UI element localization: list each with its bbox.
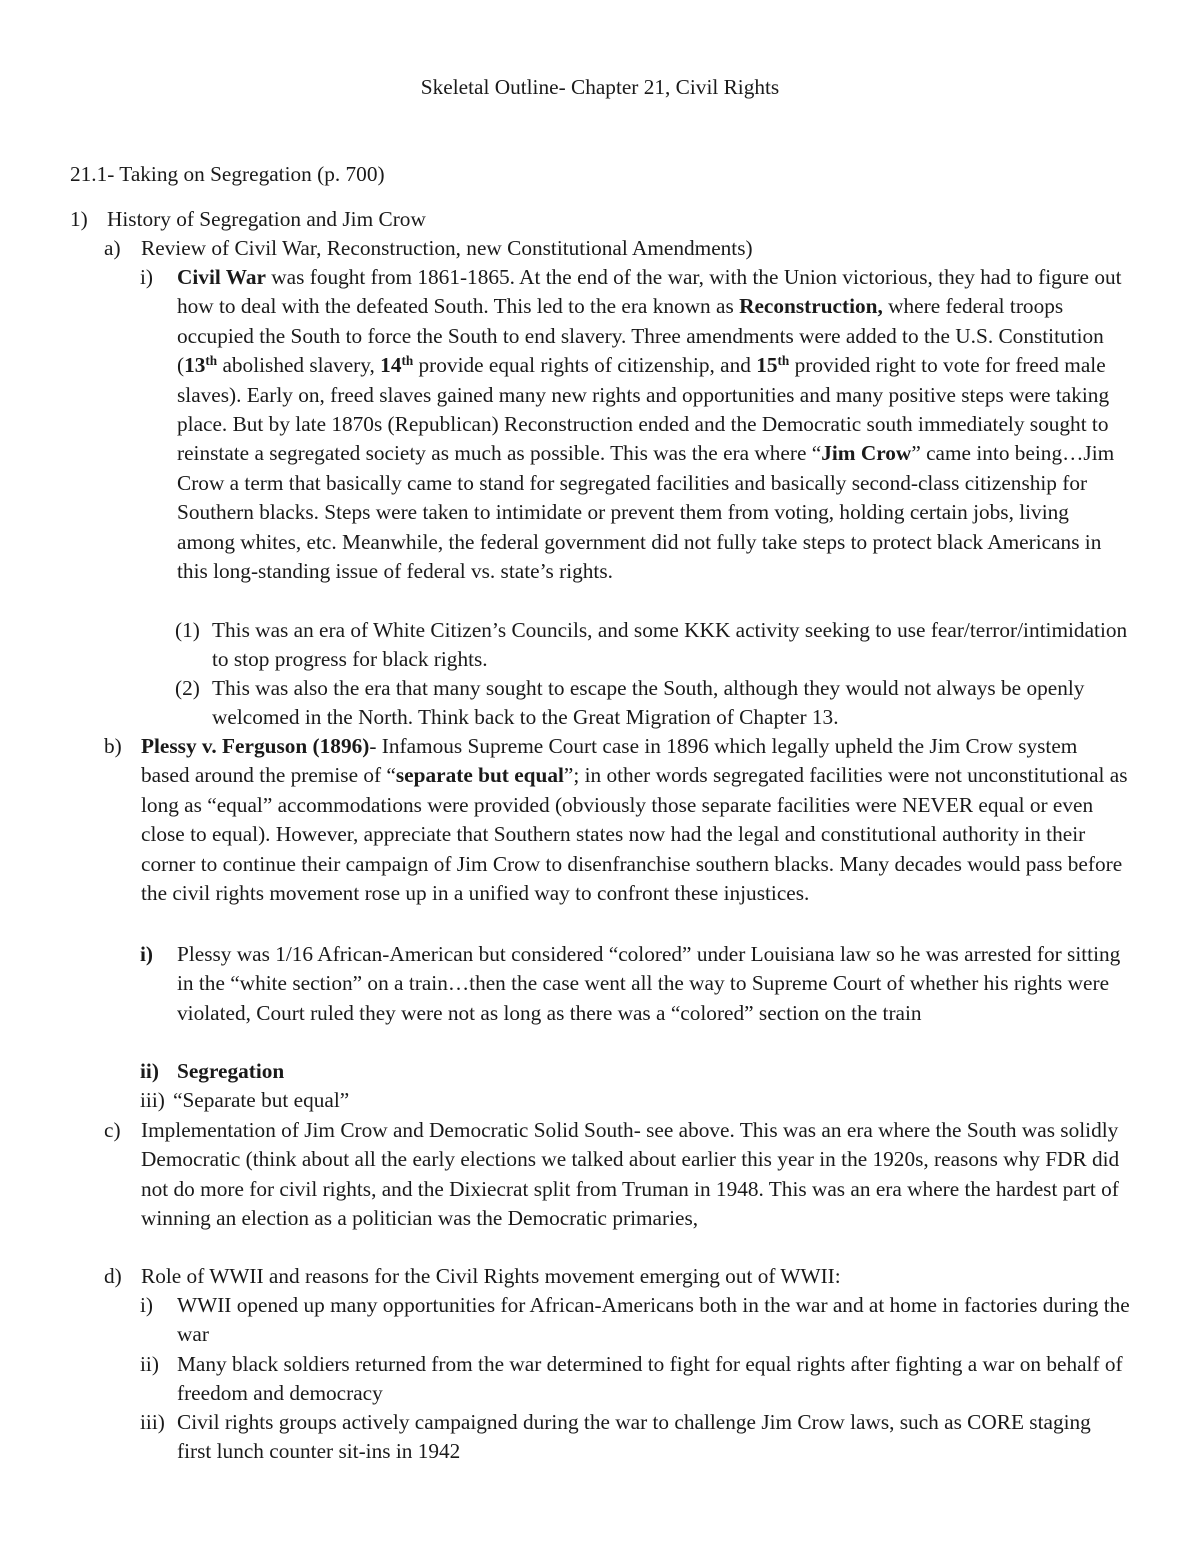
outline-text: [177, 263, 1130, 586]
outline-item-a-i: [140, 263, 1130, 586]
outline-item-d-ii: [140, 1350, 1130, 1409]
outline-text: Implementation of Jim Crow and Democratic Solid South- see above. This was an era where the South was solidly Democratic (think about all the early elections we talked about earlier this year in the 1920s, reasons why FDR did not do more for civil rights, and the Dixiecrat split from Truman in 1948. This was an era where the hardest part of winning an election as a politician was the Democratic primaries,: [141, 1118, 1120, 1231]
outline-item-a-i-2: [175, 674, 1135, 733]
amendment-14: 14: [380, 353, 402, 378]
outline-text: WWII opened up many opportunities for African-Americans both in the war and at home in factories during the war: [177, 1293, 1130, 1347]
outline-marker: ii): [140, 1059, 159, 1083]
term-civil-war: Civil War: [177, 265, 266, 289]
term-jim-crow: Jim Crow: [821, 441, 912, 466]
outline-marker: ii): [140, 1352, 159, 1376]
text-run: ” came into being…Jim Crow a term that basically came to stand for segregated facilities and basically second-class citizenship for Southern blacks. Steps were taken to intimidate or prevent them from voting, holding certain jobs, living among whites, etc. Meanwhile, the federal government did not fully take steps to protect black Americans in this long-standing issue of federal vs. state’s rights.: [177, 441, 1115, 584]
outline-marker: 1): [70, 207, 88, 231]
outline-text: Role of WWII and reasons for the Civil Rights movement emerging out of WWII:: [141, 1264, 841, 1288]
ordinal-suffix: th: [401, 352, 414, 368]
text-run: provide equal rights of citizenship, and: [413, 353, 757, 378]
outline-marker: i): [140, 1293, 154, 1317]
page-title: Skeletal Outline- Chapter 21, Civil Rights: [420, 75, 780, 99]
text-run: ”; in other words segregated facilities were not unconstitutional as long as “equal” accommodations were provided (obviously those separate facilities were NEVER equal or even close to equal). However, appreciate that Southern states now had the legal and constitutional authority in their corner to continue their campaign of Jim Crow to disenfranchise southern blacks. Many decades would pass before the civil rights movement rose up in a unified way to confront these injustices.: [141, 763, 1128, 906]
outline-item-b-i: [140, 940, 1130, 1028]
outline-text: Review of Civil War, Reconstruction, new Constitutional Amendments): [141, 236, 753, 260]
outline-text: This was also the era that many sought to escape the South, although they would not always be openly welcomed in the North. Think back to the Great Migration of Chapter 13.: [212, 676, 1085, 730]
outline-marker: (1): [175, 618, 200, 642]
outline-item-a-i-1: [175, 616, 1135, 675]
ordinal-suffix: th: [205, 352, 218, 368]
outline-text: History of Segregation and Jim Crow: [107, 207, 426, 231]
outline-text: Many black soldiers returned from the war determined to fight for equal rights after fighting a war on behalf of freedom and democracy: [177, 1352, 1123, 1406]
text-run: - Infamous Supreme Court case in 1896 which legally upheld the Jim Crow system based around the premise of “: [141, 734, 1078, 788]
outline-text: Segregation: [177, 1059, 285, 1083]
term-separate-but-equal: separate but equal: [395, 763, 564, 788]
outline-text: “Separate but equal”: [173, 1088, 350, 1112]
amendment-15: 15: [756, 353, 778, 378]
outline-marker: iii): [140, 1410, 165, 1434]
section-heading-text: 21.1- Taking on Segregation (p. 700): [70, 162, 385, 186]
outline-item-a: [104, 234, 1140, 263]
outline-marker: (2): [175, 676, 200, 700]
outline-marker: b): [104, 734, 122, 758]
outline-text: Plessy was 1/16 African-American but considered “colored” under Louisiana law so he was arrested for sitting in the “white section” on a train…then the case went all the way to Supreme Court of whether his rights were violated, Court ruled they were not as long as there was a “colored” section on the train: [177, 942, 1121, 1025]
outline-item-d-iii: [140, 1408, 1130, 1467]
amendment-13: 13: [184, 353, 206, 378]
outline-marker: iii): [140, 1088, 165, 1112]
outline-item-d: [104, 1262, 1130, 1291]
outline-item-1: [70, 205, 1140, 234]
section-heading: [70, 160, 1150, 189]
text-run: was fought from 1861-1865. At the end of the war, with the Union victorious, they had to figure out how to deal with the defeated South. This led to the era known as: [177, 265, 1122, 319]
outline-item-c: [104, 1116, 1130, 1234]
outline-item-b-iii: [140, 1086, 1130, 1115]
outline-item-b: [104, 732, 1130, 908]
outline-marker: a): [104, 236, 121, 260]
text-run: provided right to vote for freed male slaves). Early on, freed slaves gained many new rights and opportunities and many positive steps were taking place. But by late 1870s (Republican) Reconstruction ended and the Democratic south immediately sought to reinstate a segregated society as much as possible. This was the era where “: [177, 353, 1110, 466]
text-run: where federal troops occupied the South to force the South to end slavery. Three amendments were added to the U.S. Constitution (: [177, 294, 1104, 378]
outline-item-d-i: [140, 1291, 1135, 1350]
outline-text: [141, 732, 1130, 908]
outline-text: This was an era of White Citizen’s Councils, and some KKK activity seeking to use fear/terror/intimidation to stop progress for black rights.: [212, 618, 1128, 672]
outline-marker: i): [140, 265, 154, 289]
outline-marker: c): [104, 1118, 121, 1142]
outline-marker: d): [104, 1264, 122, 1288]
outline-marker: i): [140, 942, 154, 966]
text-run: abolished slavery,: [217, 353, 381, 378]
term-reconstruction: Reconstruction,: [739, 294, 883, 319]
ordinal-suffix: th: [777, 352, 790, 368]
outline-item-b-ii: [140, 1057, 1130, 1086]
term-plessy: Plessy v. Ferguson (1896): [141, 734, 370, 758]
outline-text: Civil rights groups actively campaigned during the war to challenge Jim Crow laws, such as CORE staging first lunch counter sit-ins in 1942: [177, 1410, 1091, 1464]
